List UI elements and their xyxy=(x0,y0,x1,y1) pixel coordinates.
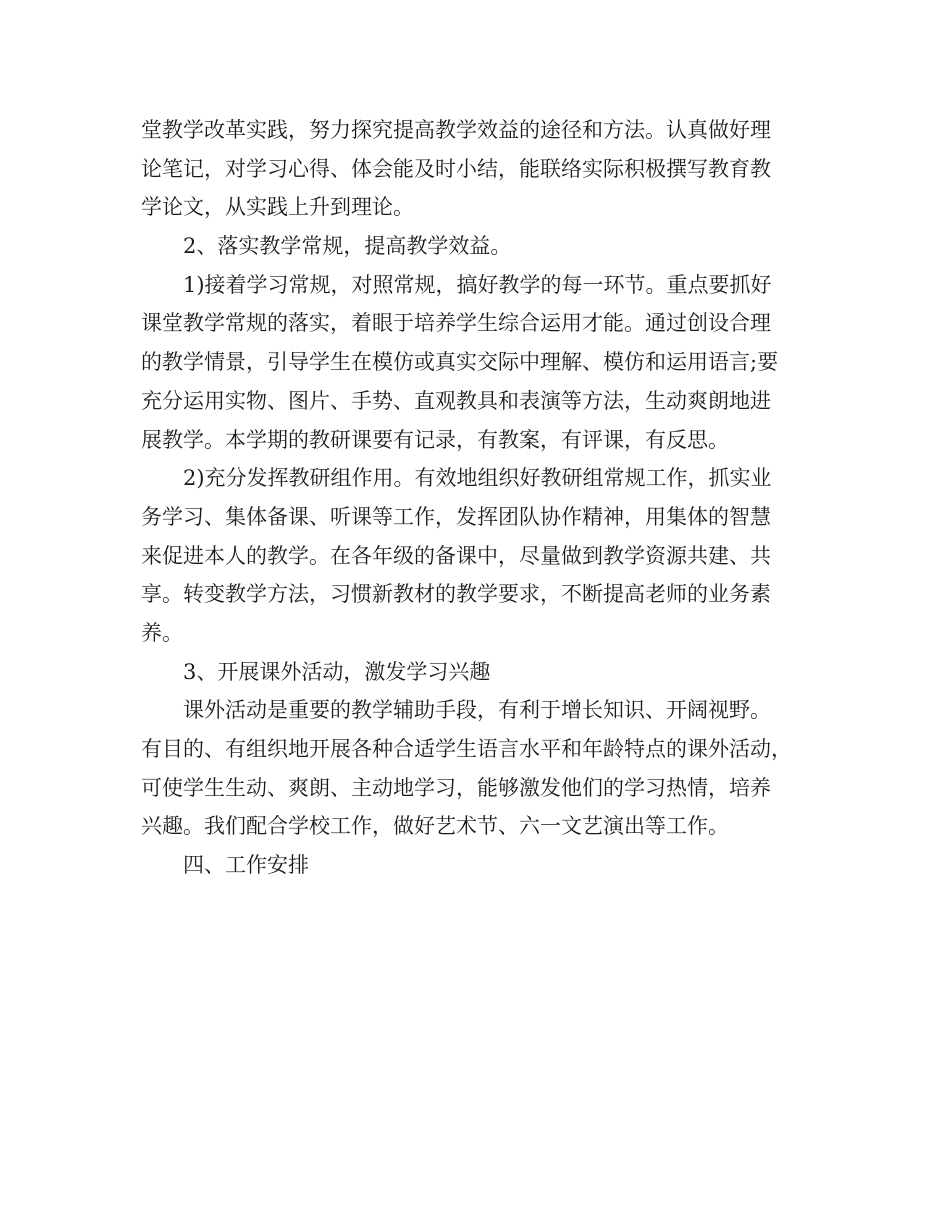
text-line: 课外活动是重要的教学辅助手段，有利于增长知识、开阔视野。 xyxy=(183,698,771,723)
text-line: 务学习、集体备课、听课等工作，发挥团队协作精神，用集体的智慧 xyxy=(141,504,771,529)
text-line: 论笔记，对学习心得、体会能及时小结，能联络实际积极撰写教育教 xyxy=(141,156,771,181)
text-line: 2)充分发挥教研组作用。有效地组织好教研组常规工作，抓实业 xyxy=(183,466,772,491)
text-line: 学论文，从实践上升到理论。 xyxy=(141,195,414,220)
text-line: 兴趣。我们配合学校工作，做好艺术节、六一文艺演出等工作。 xyxy=(141,814,729,839)
text-line: 堂教学改革实践，努力探究提高教学效益的途径和方法。认真做好理 xyxy=(141,118,771,142)
section-heading: 3、开展课外活动，激发学习兴趣 xyxy=(183,659,491,684)
document-body xyxy=(141,111,831,885)
text-line: 的教学情景，引导学生在模仿或真实交际中理解、模仿和运用语言;要 xyxy=(141,350,779,375)
text-line: 1)接着学习常规，对照常规，搞好教学的每一环节。重点要抓好 xyxy=(183,272,772,297)
text-line: 课堂教学常规的落实，着眼于培养学生综合运用才能。通过创设合理 xyxy=(141,311,771,336)
text-line: 可使学生生动、爽朗、主动地学习，能够激发他们的学习热情，培养 xyxy=(141,775,771,800)
text-line: 有目的、有组织地开展各种合适学生语言水平和年龄特点的课外活动， xyxy=(141,737,792,761)
section-heading: 2、落实教学常规，提高教学效益。 xyxy=(183,234,512,259)
text-line: 充分运用实物、图片、手势、直观教具和表演等方法，生动爽朗地进 xyxy=(141,388,771,413)
text-line: 养。 xyxy=(141,620,183,645)
text-line: 来促进本人的教学。在各年级的备课中，尽量做到教学资源共建、共 xyxy=(141,543,771,568)
text-line: 享。转变教学方法，习惯新教材的教学要求，不断提高老师的业务素 xyxy=(141,582,771,607)
section-heading: 四、工作安排 xyxy=(183,853,309,878)
text-line: 展教学。本学期的教研课要有记录，有教案，有评课，有反思。 xyxy=(141,427,729,452)
